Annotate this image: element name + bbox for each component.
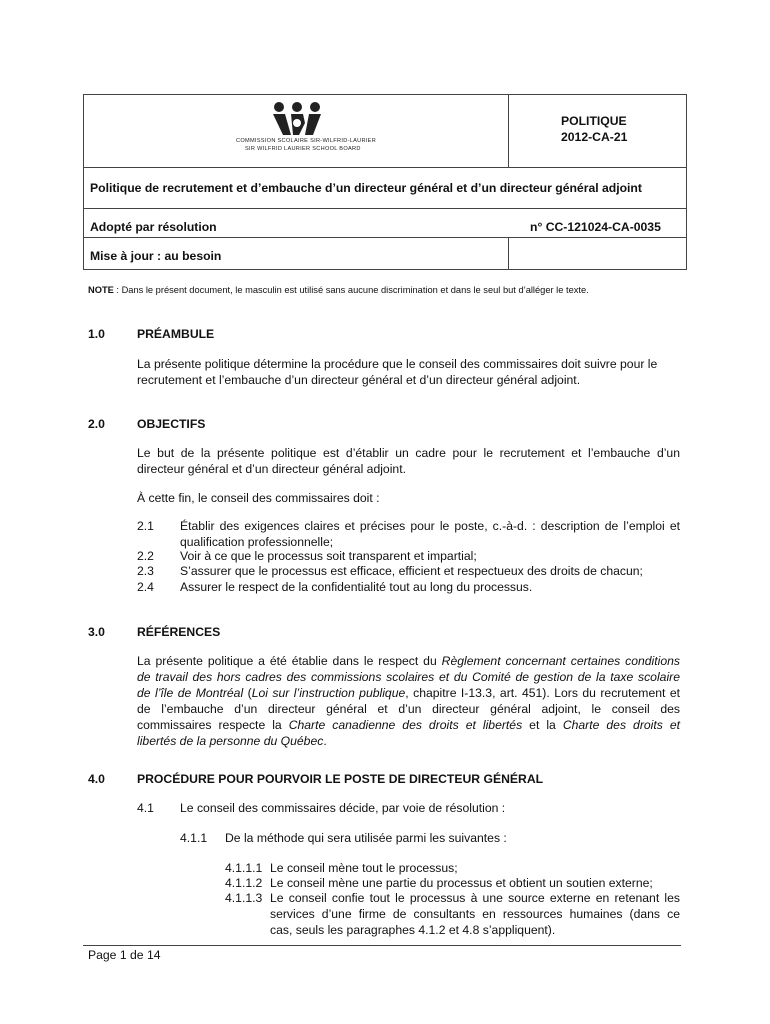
sub-item-text-cont: services d’une firme de consultants en ressources humaines (dans ce — [270, 907, 680, 921]
list-item-text-cont: qualification professionnelle; — [180, 535, 334, 549]
sub-item-text: Le conseil mène une partie du processus et obtient un soutien externe; — [270, 876, 653, 890]
list-item-num: 2.4 — [137, 580, 154, 594]
section-3-title: RÉFÉRENCES — [137, 625, 221, 639]
item-4-1-1-num: 4.1.1 — [180, 831, 208, 845]
politique-label: POLITIQUE — [561, 114, 627, 128]
footer-divider — [83, 945, 681, 946]
list-item-text: S’assurer que le processus est efficace, efficient et respectueux des droits de chacun; — [180, 564, 643, 578]
list-item-num: 2.1 — [137, 519, 154, 533]
update-label: Mise à jour : au besoin — [90, 249, 222, 263]
section-2-intro: À cette fin, le conseil des commissaires doit : — [137, 491, 380, 505]
section-3-number: 3.0 — [88, 625, 105, 639]
header-divider-bottom — [508, 237, 509, 270]
logo-text-fr: COMMISSION SCOLAIRE SIR-WILFRID-LAURIER — [236, 138, 377, 144]
page-number: Page 1 de 14 — [88, 948, 161, 962]
header-divider — [508, 95, 509, 167]
text-run-italic: Règlement concernant certaines conditions — [441, 654, 680, 668]
sub-item-text-cont: cas, seuls les paragraphes 4.1.2 et 4.8 s’appliquent). — [270, 923, 556, 937]
adopted-label: Adopté par résolution — [90, 220, 217, 234]
text-run: . — [323, 734, 327, 748]
sub-item-num: 4.1.1.3 — [225, 891, 263, 905]
resolution-number: n° CC-121024-CA-0035 — [530, 220, 661, 234]
text-run-italic: Loi sur l’instruction publique — [251, 686, 406, 700]
list-item-text: Établir des exigences claires et précises pour le poste, c.-à-d. : description de l’emploi et — [180, 519, 680, 533]
section-1-line1: La présente politique détermine la procédure que le conseil des commissaires doit suivre pour le — [137, 357, 658, 371]
list-item-text: Assurer le respect de la confidentialité tout au long du processus. — [180, 580, 533, 594]
section-2-number: 2.0 — [88, 417, 105, 431]
text-run: commissaires respecte la — [137, 718, 289, 732]
section-1-title: PRÉAMBULE — [137, 327, 215, 341]
sub-item-num: 4.1.1.2 — [225, 876, 263, 890]
section-4-title: PROCÉDURE POUR POURVOIR LE POSTE DE DIRECTEUR GÉNÉRAL — [137, 772, 544, 786]
item-4-1-num: 4.1 — [137, 801, 154, 815]
section-3-line4: de l’embauche d’un directeur général et d’un directeur général adjoint, le conseil des — [137, 702, 680, 716]
item-4-1-text: Le conseil des commissaires décide, par voie de résolution : — [180, 801, 506, 815]
sub-item-text: Le conseil mène tout le processus; — [270, 861, 458, 875]
note-text: : Dans le présent document, le masculin est utilisé sans aucune discrimination et dans le seul but d’alléger le texte. — [113, 285, 589, 295]
section-2-title: OBJECTIFS — [137, 417, 206, 431]
section-1-line2: recrutement et l’embauche d’un directeur général et d’un directeur général adjoint. — [137, 373, 581, 387]
section-4-number: 4.0 — [88, 772, 105, 786]
list-item-num: 2.3 — [137, 564, 154, 578]
logo-text-en: SIR WILFRID LAURIER SCHOOL BOARD — [245, 146, 361, 152]
section-3-line2 — [137, 670, 680, 684]
sub-item-num: 4.1.1.1 — [225, 861, 263, 875]
section-3-line3 — [137, 686, 680, 700]
section-3-line6 — [137, 734, 327, 748]
school-board-logo-icon — [272, 101, 322, 137]
text-run: ( — [243, 686, 252, 700]
text-run-italic: de l’île de Montréal — [137, 686, 244, 700]
list-item-text: Voir à ce que le processus soit transparent et impartial; — [180, 549, 477, 563]
text-run: et la — [522, 718, 563, 732]
text-run-italic: Charte des droits et — [562, 718, 681, 732]
item-4-1-1-text: De la méthode qui sera utilisée parmi les suivantes : — [225, 831, 507, 845]
text-run: , chapitre I-13.3, art. 451). Lors du recrutement et — [405, 686, 680, 700]
text-run-italic: Charte canadienne des droits et libertés — [288, 718, 523, 732]
section-2-line1: Le but de la présente politique est d’établir un cadre pour le recrutement et l’embauche d’un — [137, 446, 680, 460]
list-item-num: 2.2 — [137, 549, 154, 563]
sub-item-text: Le conseil confie tout le processus à une source externe en retenant les — [270, 891, 680, 905]
section-3-line1 — [137, 654, 680, 668]
section-3-line5 — [137, 718, 680, 732]
text-run-italic: de travail des hors cadres des commissions scolaires et du Comité de gestion de la taxe scolaire — [137, 670, 680, 684]
section-1-number: 1.0 — [88, 327, 105, 341]
section-2-line2: directeur général et d’un directeur général adjoint. — [137, 462, 406, 476]
note-label: NOTE — [88, 285, 114, 295]
politique-code: 2012-CA-21 — [561, 130, 628, 144]
policy-title: Politique de recrutement et d’embauche d’un directeur général et d’un directeur général adjoint — [90, 181, 642, 195]
text-run: La présente politique a été établie dans le respect du — [137, 654, 442, 668]
gender-note — [88, 285, 589, 295]
text-run-italic: libertés de la personne du Québec — [137, 734, 324, 748]
